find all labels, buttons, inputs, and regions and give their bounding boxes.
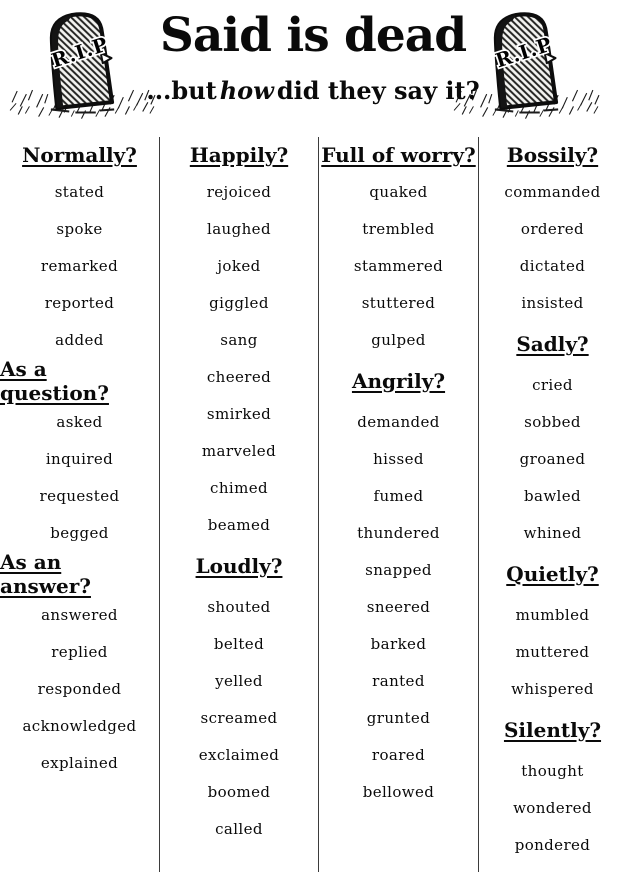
poster-subtitle: [0, 76, 626, 105]
word-item: thundered: [357, 523, 440, 542]
section-title: Bossily?: [506, 143, 599, 167]
word-item: shouted: [207, 597, 271, 616]
word-item: cheered: [206, 367, 272, 386]
section-title: Loudly?: [195, 553, 283, 578]
word-item: boomed: [207, 782, 271, 801]
word-item: fumed: [373, 486, 424, 505]
word-item: sang: [220, 330, 258, 349]
word-item: responded: [37, 679, 122, 698]
word-item: chimed: [210, 478, 268, 497]
word-item: belted: [213, 634, 265, 653]
column-normally: [0, 137, 160, 872]
column-bossily: [479, 137, 626, 872]
word-item: called: [215, 819, 263, 838]
word-item: requested: [39, 486, 120, 505]
word-item: thought: [521, 761, 584, 780]
word-item: demanded: [357, 412, 440, 431]
section-title: Angrily?: [351, 368, 446, 393]
column-happily: [160, 137, 319, 872]
word-item: marveled: [201, 441, 277, 460]
word-item: screamed: [200, 708, 278, 727]
word-item: commanded: [504, 182, 601, 201]
word-item: stuttered: [361, 293, 436, 312]
word-item: explained: [40, 753, 119, 772]
subtitle-suffix: did they say it?: [276, 76, 480, 105]
word-item: reported: [44, 293, 115, 312]
word-item: sobbed: [524, 412, 581, 431]
word-item: stammered: [353, 256, 444, 275]
word-item: exclaimed: [198, 745, 280, 764]
poster-title: Said is dead: [159, 8, 467, 63]
word-item: dictated: [519, 256, 586, 275]
word-item: whispered: [511, 679, 594, 698]
word-item: yelled: [215, 671, 263, 690]
word-item: insisted: [521, 293, 584, 312]
word-item: begged: [50, 523, 109, 542]
word-item: mumbled: [515, 605, 590, 624]
word-item: roared: [371, 745, 426, 764]
word-item: gulped: [371, 330, 426, 349]
word-item: beamed: [207, 515, 271, 534]
word-item: groaned: [519, 449, 586, 468]
word-item: stated: [54, 182, 105, 201]
word-item: ranted: [372, 671, 425, 690]
word-item: cried: [532, 375, 573, 394]
subtitle-emphasis: how: [219, 76, 274, 105]
word-item: inquired: [45, 449, 114, 468]
section-title: As a question?: [0, 356, 109, 405]
section-title: Happily?: [189, 143, 289, 167]
word-item: answered: [41, 605, 118, 624]
word-item: rejoiced: [206, 182, 272, 201]
word-item: acknowledged: [22, 716, 137, 735]
word-item: giggled: [209, 293, 269, 312]
section-title: Normally?: [22, 143, 137, 167]
word-columns: [0, 137, 626, 872]
poster-header: [0, 0, 626, 137]
section-title: Sadly?: [516, 331, 589, 356]
word-item: whined: [523, 523, 582, 542]
word-item: barked: [370, 634, 427, 653]
section-title: As an answer?: [0, 549, 91, 598]
word-item: smirked: [206, 404, 272, 423]
word-item: asked: [56, 412, 103, 431]
word-item: added: [55, 330, 104, 349]
word-item: muttered: [515, 642, 590, 661]
word-item: laughed: [207, 219, 271, 238]
section-title: Full of worry?: [321, 143, 476, 167]
section-title: Quietly?: [506, 561, 599, 586]
word-item: wondered: [513, 798, 592, 817]
word-item: spoke: [56, 219, 103, 238]
word-item: bawled: [523, 486, 582, 505]
column-worry: [319, 137, 479, 872]
word-item: quaked: [369, 182, 428, 201]
word-item: pondered: [514, 835, 591, 854]
word-item: replied: [51, 642, 108, 661]
word-item: joked: [217, 256, 261, 275]
subtitle-prefix: ...but: [146, 76, 217, 105]
word-item: snapped: [365, 560, 432, 579]
word-item: hissed: [373, 449, 424, 468]
section-title: Silently?: [503, 717, 602, 742]
word-item: grunted: [366, 708, 431, 727]
word-item: remarked: [40, 256, 119, 275]
word-item: trembled: [362, 219, 435, 238]
word-item: sneered: [366, 597, 431, 616]
word-item: ordered: [520, 219, 585, 238]
word-item: bellowed: [362, 782, 435, 801]
